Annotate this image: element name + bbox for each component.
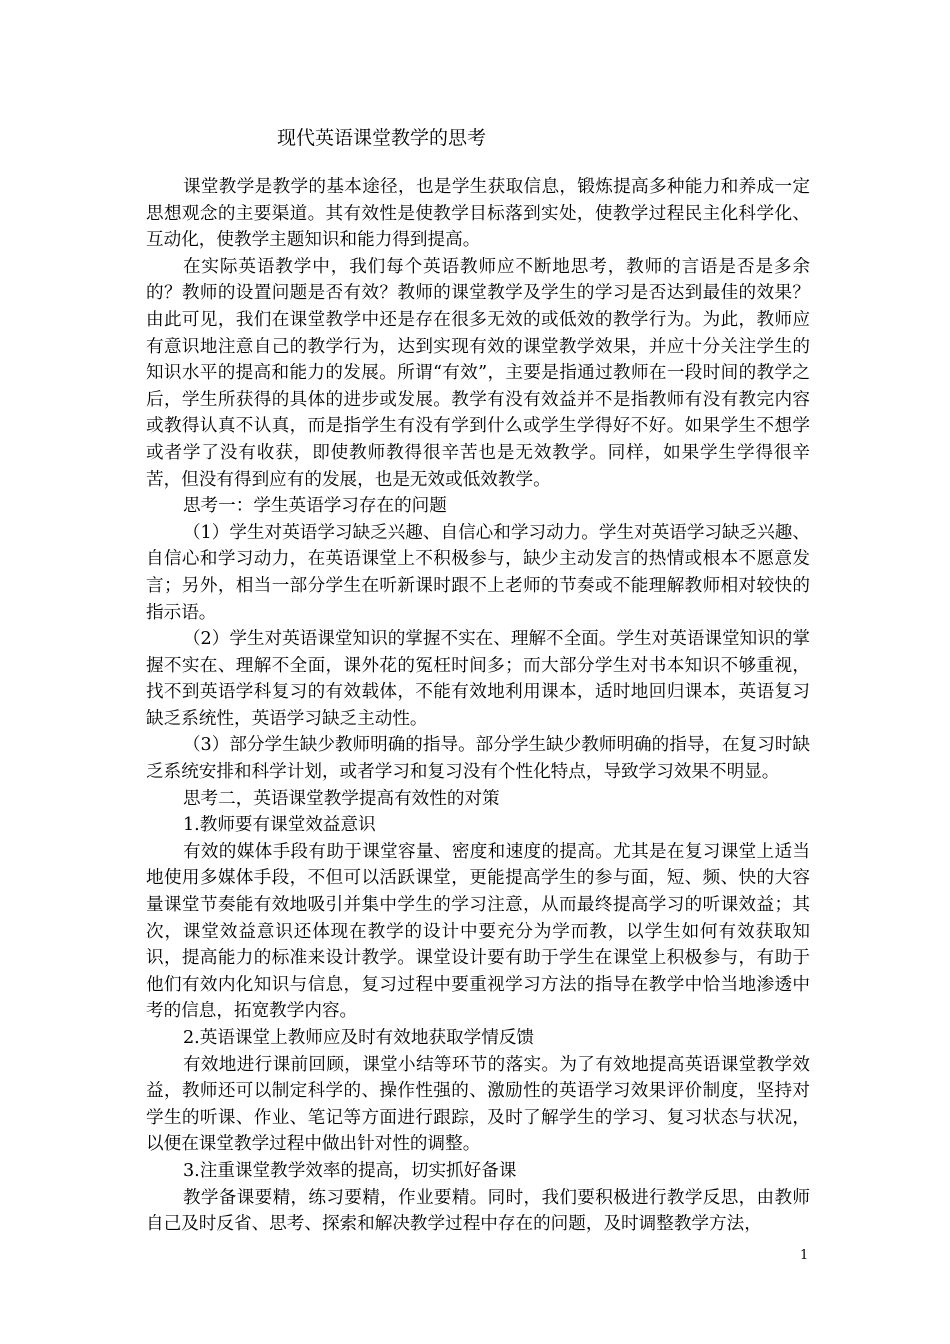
paragraph-strategy-3: 教学备课要精，练习要精，作业要精。同时，我们要积极进行教学反思，由教师自己及时反省、思考、探索和解决教学过程中存在的问题，及时调整教学方法， [146, 1187, 810, 1235]
page-number: 1 [800, 1248, 809, 1263]
document-title: 现代英语课堂教学的思考 [277, 127, 487, 149]
section-heading-strategies: 思考二，英语课堂教学提高有效性的对策 [182, 788, 500, 809]
subheading-strategy-2: 2.英语课堂上教师应及时有效地获取学情反馈 [182, 1028, 535, 1048]
paragraph-strategy-1: 有效的媒体手段有助于课堂容量、密度和速度的提高。尤其是在复习课堂上适当地使用多媒体手段，不但可以活跃课堂，更能提高学生的参与面，短、频、快的大容量课堂节奏能有效地吸引并集中学生的学习注意，从而最终提高学习的听课效益；其次，课堂效益意识还体现在教学的设计中要充分为学而教，以学生如何有效获取知识，提高能力的标准来设计教学。课堂设计要有助于学生在课堂上积极参与，有助于他们有效内化知识与信息，复习过程中要重视学习方法的指导在教学中恰当地渗透中考的信息，拓宽教学内容。 [146, 841, 810, 1022]
paragraph-problem-2: （2）学生对英语课堂知识的掌握不实在、理解不全面。学生对英语课堂知识的掌握不实在、理解不全面，课外花的冤枉时间多；而大部分学生对书本知识不够重视，找不到英语学科复习的有效载体，不能有效地利用课本，适时地回归课本，英语复习缺乏系统性，英语学习缺乏主动性。 [146, 629, 810, 729]
paragraph-reflection: 在实际英语教学中，我们每个英语教师应不断地思考，教师的言语是否是多余的？教师的设置问题是否有效？教师的课堂教学及学生的学习是否达到最佳的效果？由此可见，我们在课堂教学中还是存在很多无效的或低效的教学行为。为此，教师应有意识地注意自己的教学行为，达到实现有效的课堂教学效果，并应十分关注学生的知识水平的提高和能力的发展。所谓“有效”，主要是指通过教师在一段时间的教学之后，学生所获得的具体的进步或发展。教学有没有效益并不是指教师有没有教完内容或教得认真不认真，而是指学生有没有学到什么或学生学得好不好。如果学生不想学或者学了没有收获，即使教师教得很辛苦也是无效教学。同样，如果学生学得很辛苦，但没有得到应有的发展，也是无效或低效教学。 [146, 256, 810, 490]
subheading-strategy-3: 3.注重课堂教学效率的提高，切实抓好备课 [182, 1160, 517, 1181]
paragraph-problem-3: （3）部分学生缺少教师明确的指导。部分学生缺少教师明确的指导，在复习时缺乏系统安排和科学计划，或者学习和复习没有个性化特点，导致学习效果不明显。 [146, 735, 810, 783]
section-heading-problems: 思考一：学生英语学习存在的问题 [182, 496, 447, 517]
subheading-strategy-1: 1.教师要有课堂效益意识 [182, 815, 376, 836]
document-body [146, 174, 810, 1238]
paragraph-problem-1: （1）学生对英语学习缺乏兴趣、自信心和学习动力。学生对英语学习缺乏兴趣、自信心和学习动力，在英语课堂上不积极参与，缺少主动发言的热情或根本不愿意发言；另外，相当一部分学生在听新课时跟不上老师的节奏或不能理解教师相对较快的指示语。 [146, 522, 810, 623]
paragraph-strategy-2: 有效地进行课前回顾，课堂小结等环节的落实。为了有效地提高英语课堂教学效益，教师还可以制定科学的、操作性强的、激励性的英语学习效果评价制度，坚持对学生的听课、作业、笔记等方面进行跟踪，及时了解学生的学习、复习状态与状况，以便在课堂教学过程中做出针对性的调整。 [146, 1054, 810, 1155]
paragraph-intro: 课堂教学是教学的基本途径，也是学生获取信息，锻炼提高多种能力和养成一定思想观念的主要渠道。其有效性是使教学目标落到实处，使教学过程民主化科学化、互动化，使教学主题知识和能力得到提高。 [146, 177, 810, 251]
